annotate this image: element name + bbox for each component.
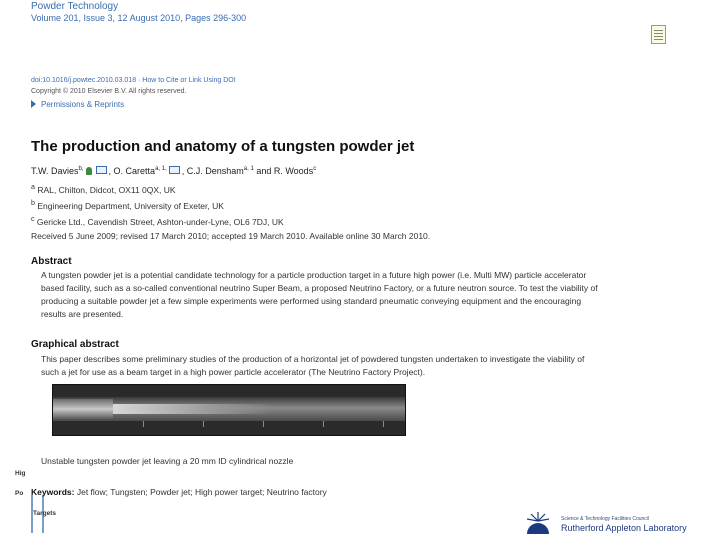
author-affiliation-mark: a, 1, bbox=[155, 166, 167, 172]
author-separator: , bbox=[181, 166, 187, 176]
document-icon[interactable] bbox=[651, 25, 666, 44]
affiliation-a: $^a$ RAL, Chilton, Didcot, OX11 0QX, UK bbox=[31, 183, 176, 195]
author-name-link[interactable]: R. Woods bbox=[273, 166, 314, 176]
mail-icon[interactable] bbox=[96, 166, 107, 174]
fragment-text: Po bbox=[15, 490, 24, 497]
abstract-heading: Abstract bbox=[31, 256, 72, 267]
author-name-link[interactable]: O. Caretta bbox=[113, 166, 156, 176]
doi-link[interactable]: doi:10.1016/j.powtec.2010.03.018 · How to Cite or Link Using DOI bbox=[31, 77, 236, 84]
fragment-text: Targets bbox=[33, 510, 56, 517]
graphical-abstract-heading: Graphical abstract bbox=[31, 339, 119, 350]
author-affiliation-mark: c bbox=[313, 166, 317, 172]
abstract-text: A tungsten powder jet is a potential candidate technology for a particle production target in a future high power (i.e. Multi MW) particle accelerator based facility, such as a so-called conventional neutrino Super Beam, a proposed Neutrino Factory, or a future neutron source. To test the viability of producing a suitable powder jet a few simple experiments were performed using standard pneumatic conveying equipment and the encouraging results are presented. bbox=[41, 270, 598, 319]
keywords-text: Jet flow; Tungsten; Powder jet; High power target; Neutrino factory bbox=[76, 487, 327, 497]
person-icon[interactable] bbox=[86, 167, 92, 175]
keywords-line bbox=[31, 487, 327, 497]
author-affiliation-mark: a, 1 bbox=[243, 166, 254, 172]
permissions-label: Permissions & Reprints bbox=[41, 100, 125, 109]
author-name-link[interactable]: C.J. Densham bbox=[186, 166, 244, 176]
powder-jet-image bbox=[52, 384, 406, 436]
council-name: Science & Technology Facilities Council bbox=[561, 516, 650, 522]
keywords-label: Keywords: bbox=[31, 487, 75, 497]
author-affiliation-mark: b, bbox=[78, 166, 84, 172]
ral-logo-icon bbox=[525, 510, 551, 536]
journal-issue-link[interactable]: Volume 201, Issue 3, 12 August 2010, Pages 296-300 bbox=[31, 13, 247, 23]
mail-icon[interactable] bbox=[169, 166, 180, 174]
copyright-text: Copyright © 2010 Elsevier B.V. All rights reserved. bbox=[31, 88, 187, 95]
author-separator: and bbox=[253, 166, 274, 176]
graphical-abstract-text: This paper describes some preliminary studies of the production of a horizontal jet of powdered tungsten undertaken to investigate the viability of such a jet for use as a beam target in a high power particle accelerator (The Neutrino Factory Project). bbox=[41, 354, 585, 377]
affiliation-c: $^c$ Gericke Ltd., Cavendish Street, Ashton-under-Lyne, OL6 7DJ, UK bbox=[31, 215, 284, 227]
author-list bbox=[31, 166, 316, 176]
article-dates: Received 5 June 2009; revised 17 March 2010; accepted 19 March 2010. Available online 30 March 2010. bbox=[31, 231, 431, 241]
arrow-right-icon bbox=[31, 100, 36, 108]
lab-name: Rutherford Appleton Laboratory bbox=[561, 523, 687, 533]
article-title: The production and anatomy of a tungsten powder jet bbox=[31, 138, 415, 155]
image-caption: Unstable tungsten powder jet leaving a 20 mm ID cylindrical nozzle bbox=[41, 456, 294, 466]
fragment-text: Hig bbox=[15, 470, 26, 477]
permissions-link[interactable] bbox=[31, 100, 124, 109]
journal-name-link[interactable]: Powder Technology bbox=[31, 1, 119, 12]
affiliation-b: $^b$ Engineering Department, University of Exeter, UK bbox=[31, 199, 224, 211]
author-separator: , bbox=[108, 166, 114, 176]
author-name-link[interactable]: T.W. Davies bbox=[31, 166, 79, 176]
